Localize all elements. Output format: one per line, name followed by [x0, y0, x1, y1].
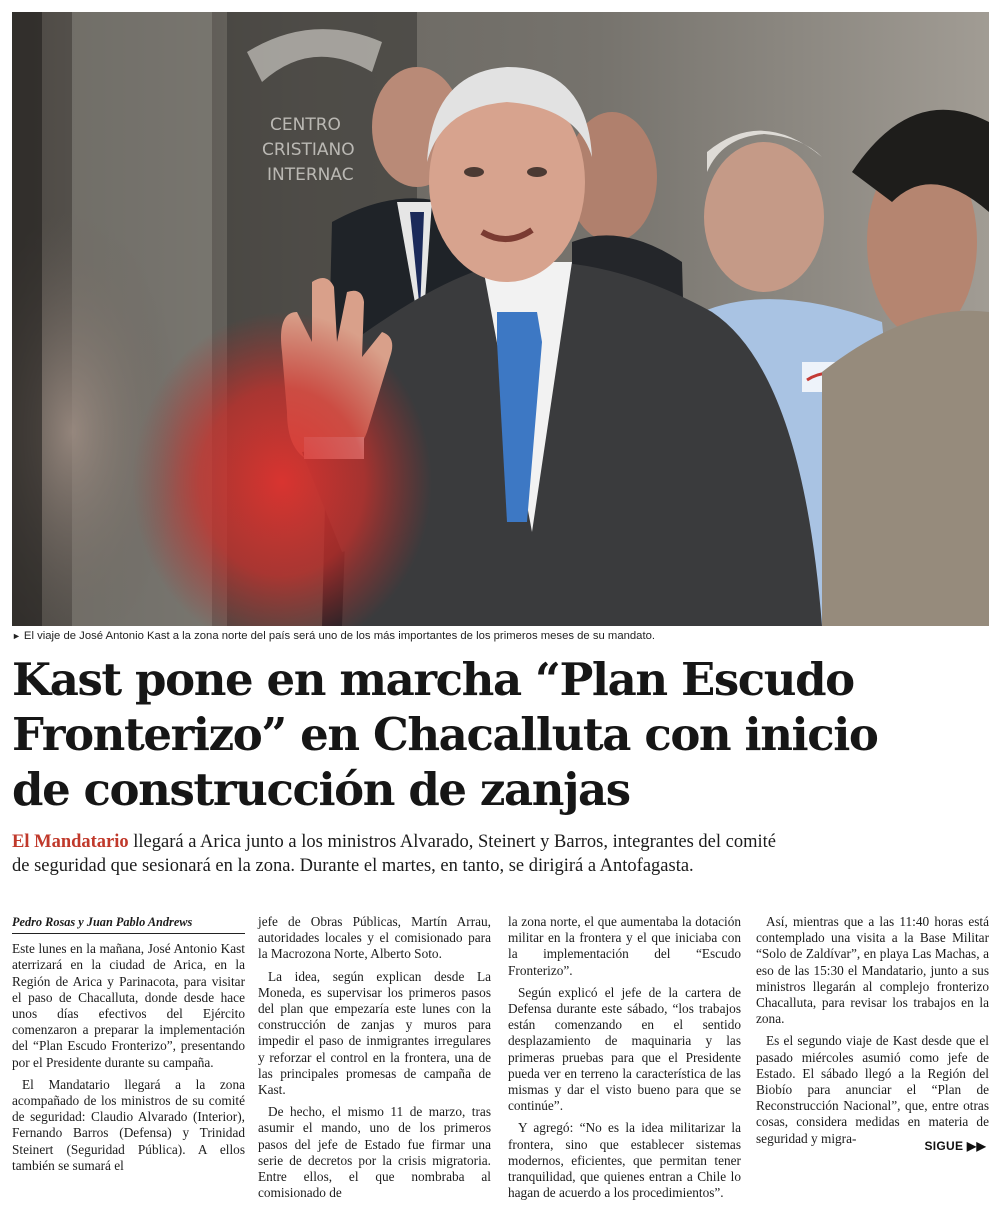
lead-kicker: El Mandatario [12, 832, 129, 852]
photo-caption-text: El viaje de José Antonio Kast a la zona norte del país será uno de los más importantes de los primeros meses de su mandato. [23, 630, 656, 642]
continue-label: SIGUE ▶▶ [924, 1139, 986, 1153]
headline-line: Kast pone en marcha “Plan Escudo [12, 653, 854, 706]
paragraph: Así, mientras que a las 11:40 horas está contemplado una visita a la Base Militar “Solo de Zaldívar”, en playa Las Machas, a eso de las 15:30 el Mandatario, junto a sus ministros llegarán al complejo fronterizo Chacalluta, para revisar los trabajos en la zona. [756, 914, 989, 1027]
headline-line: de construcción de zanjas [12, 763, 630, 816]
paragraph: la zona norte, el que aumentaba la dotación militar en la frontera y el que iniciaba con la implementación del “Escudo Fronterizo”. [508, 914, 741, 978]
svg-text:CRISTIANO: CRISTIANO [262, 140, 355, 160]
headline-line: Fronterizo” en Chacalluta con inicio [12, 708, 878, 761]
paragraph: Este lunes en la mañana, José Antonio Kast aterrizará en la ciudad de Arica, en la Región de Arica y Parinacota, para visitar el paso de Chacalluta, donde desde hace unos días efectivos del Ejército comenzaron a preparar la implementación del “Plan Escudo Fronterizo”, presentando por el Presidente durante su campaña. [12, 941, 245, 1070]
lead-paragraph [12, 830, 982, 878]
svg-text:INTERNAC: INTERNAC [267, 165, 354, 185]
paragraph: De hecho, el mismo 11 de marzo, tras asumir el mando, uno de los primeros pasos del jefe de Estado fue firmar una serie de decretos por la crisis migratoria. Entre ellos, el que nombraba al comisionado de [258, 1104, 491, 1201]
headline [12, 652, 972, 817]
paragraph: Y agregó: “No es la idea militarizar la frontera, sino que establecer sistemas modernos, eficientes, que permitan tener tranquilidad, que quienes entran a Chile lo hagan de acuerdo a los procedimientos”. [508, 1120, 741, 1201]
article-column-2 [258, 914, 491, 1207]
news-photo [12, 12, 989, 626]
paragraph: Es el segundo viaje de Kast desde que el pasado miércoles asumió como jefe de Estado. El sábado llegó a la Región del Biobío para anunciar el “Plan de Reconstrucción Nacional”, que, entre otras cosas, considera medidas en materia de seguridad y migra- [756, 1033, 989, 1146]
paragraph: El Mandatario llegará a la zona acompañado de los ministros de su comité de seguridad: Claudio Alvarado (Interior), Fernando Barros (Defensa) y Trinidad Steinert (Seguridad Pública). A ellos también se sumará el [12, 1076, 245, 1173]
caption-arrow-icon: ► [12, 631, 21, 641]
lead-line: de seguridad que sesionará en la zona. Durante el martes, en tanto, se dirigirá a Antofagasta. [12, 856, 694, 876]
paragraph: jefe de Obras Públicas, Martín Arrau, autoridades locales y el comisionado para la Macrozona Norte, Alberto Soto. [258, 914, 491, 962]
article-column-1 [12, 914, 245, 1180]
lead-line-text: llegará a Arica junto a los ministros Alvarado, Steinert y Barros, integrantes del comité [128, 832, 776, 852]
article-column-4 [756, 914, 989, 1153]
photo-illustration [12, 12, 989, 626]
photo-caption [12, 630, 988, 642]
svg-text:CENTRO: CENTRO [270, 115, 341, 135]
paragraph: La idea, según explican desde La Moneda, es supervisar los primeros pasos del plan que empezaría este lunes con la construcción de zanjas y muros para impedir el paso de inmigrantes irregulares y reforzar el control en la frontera, una de las principales promesas de campaña de Kast. [258, 968, 491, 1098]
lead-line [12, 830, 982, 854]
article-column-3 [508, 914, 741, 1207]
byline: Pedro Rosas y Juan Pablo Andrews [12, 914, 245, 934]
paragraph: Según explicó el jefe de la cartera de Defensa durante este sábado, “los trabajos están comenzando en el sentido desplazamiento de maquinaria y las primeras pruebas para que el Presidente pueda ver en terreno la característica de las mismas y dar el visto bueno para que se continúe”. [508, 984, 741, 1114]
